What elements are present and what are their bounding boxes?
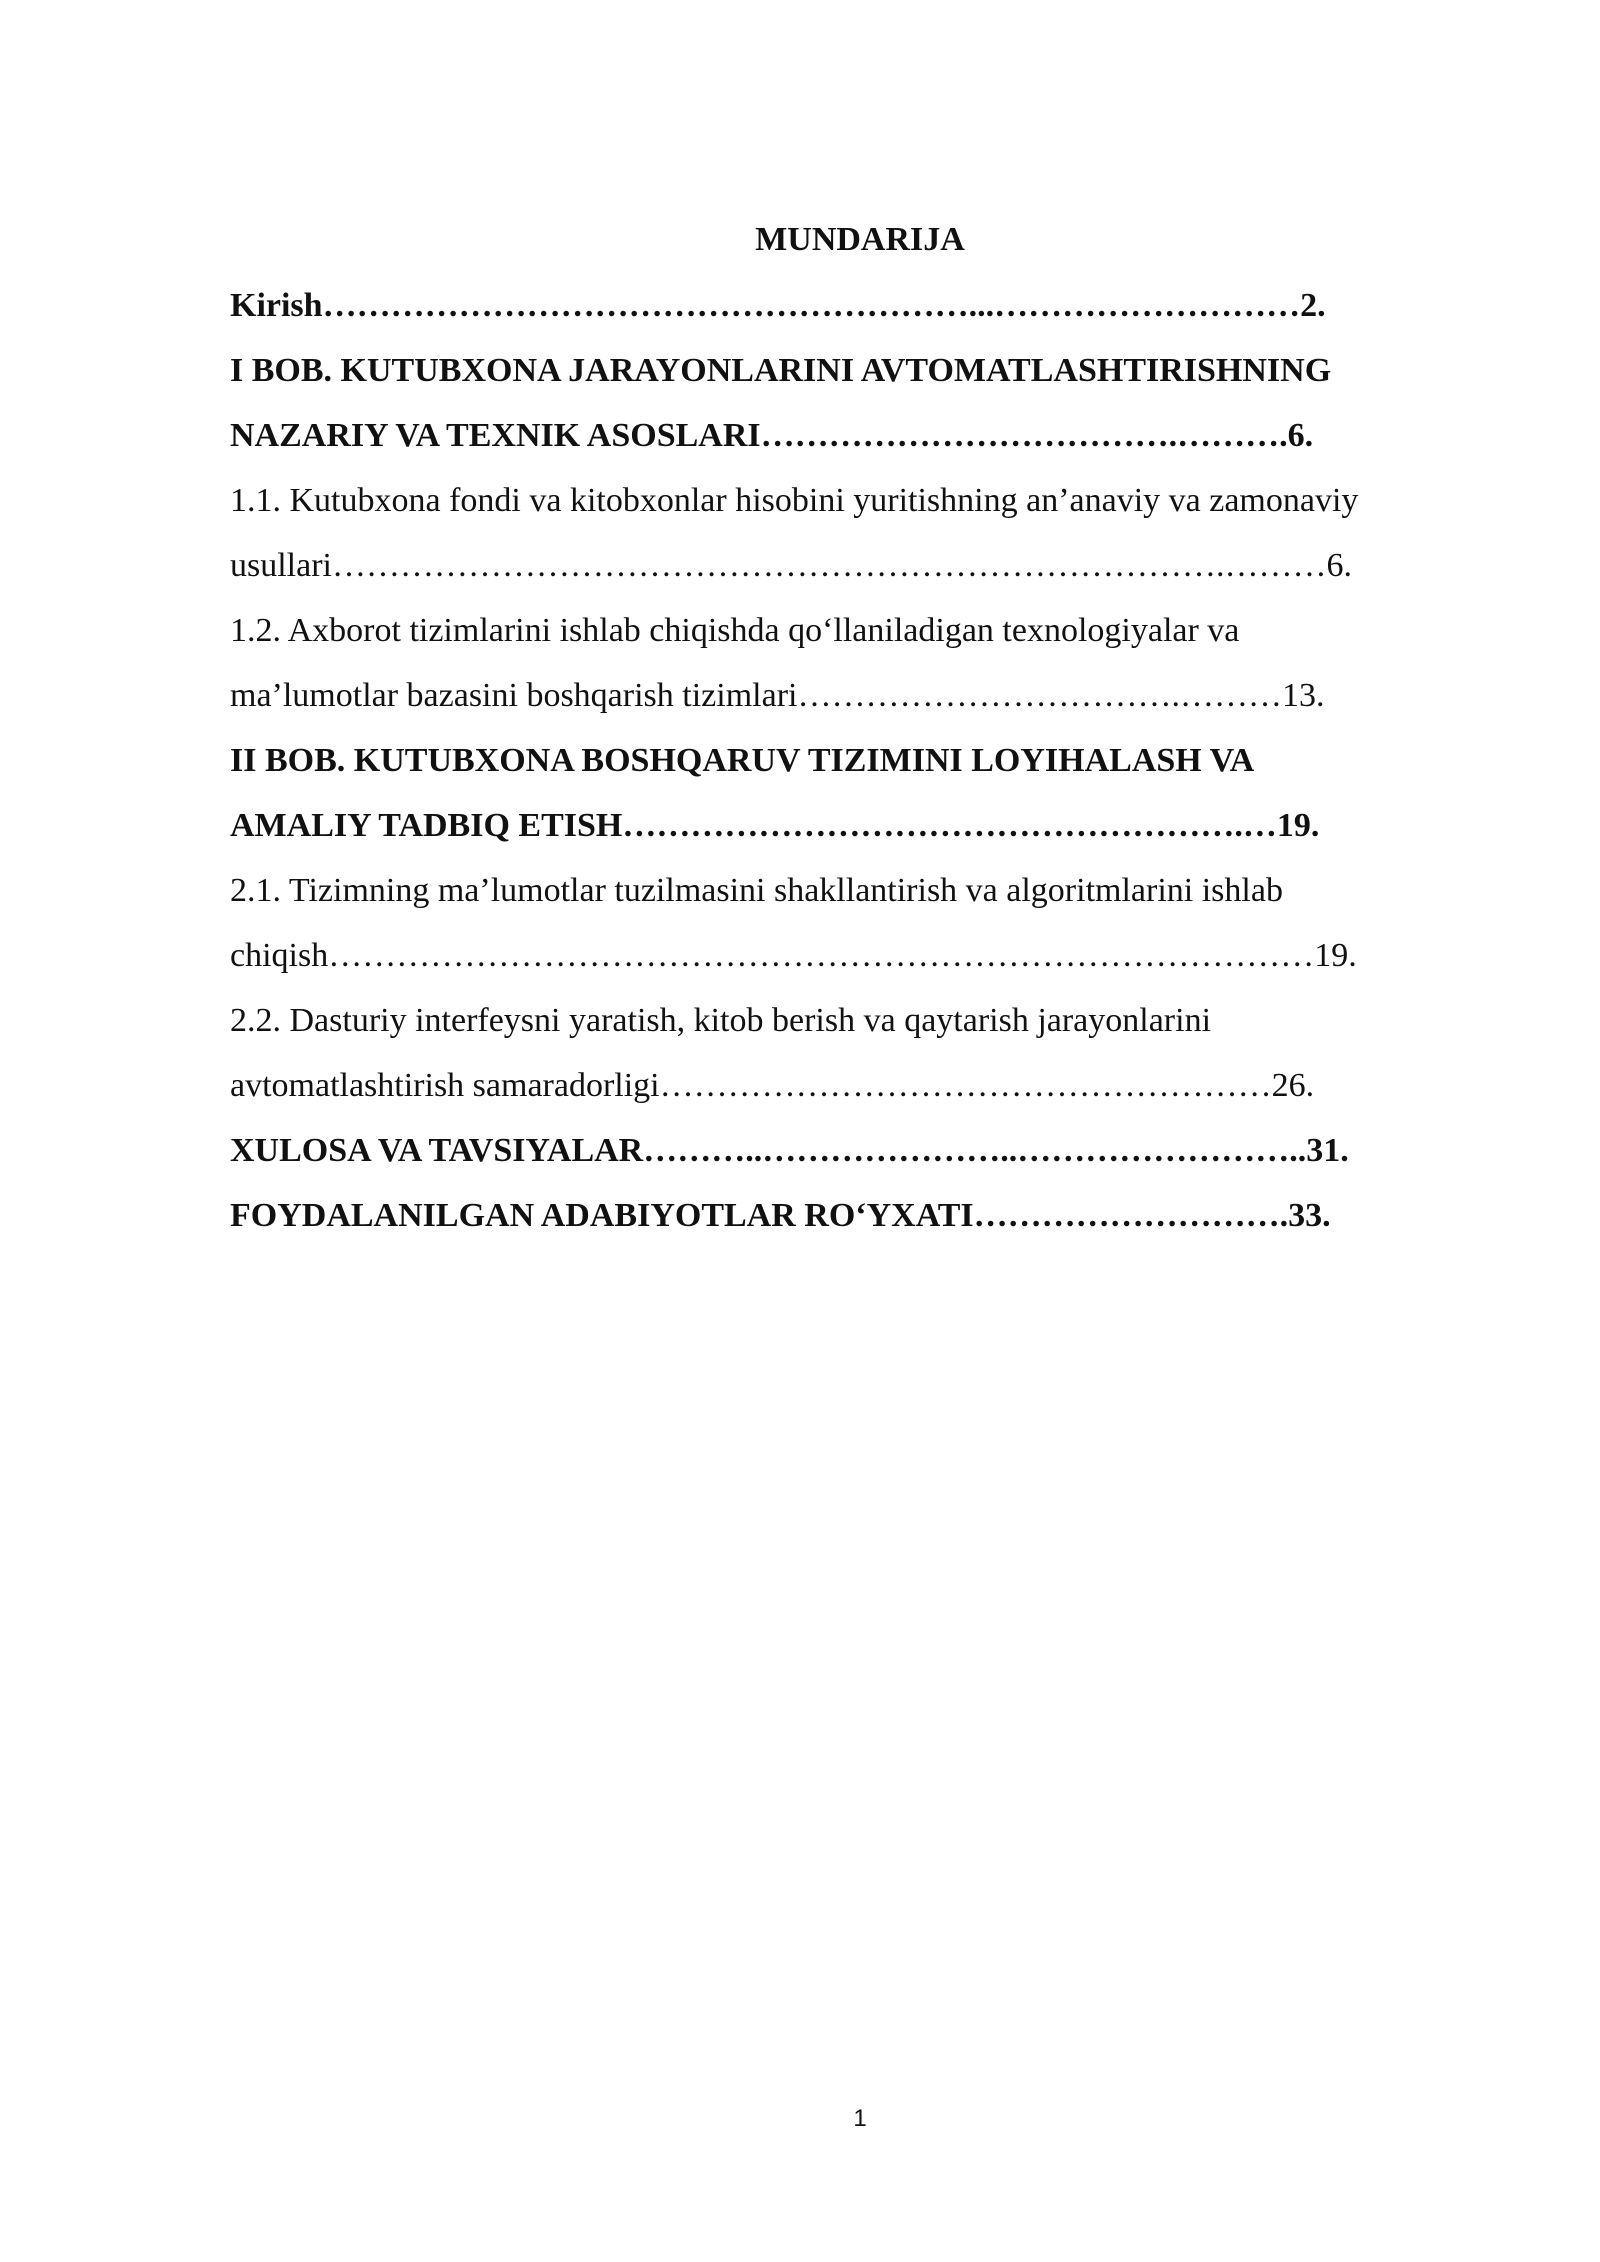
toc-line: I BOB. KUTUBXONA JARAYONLARINI AVTOMATLASHTIRISHNING	[230, 352, 1332, 389]
toc-line: FOYDALANILGAN ADABIYOTLAR RO‘YXATI……………………….33.	[230, 1197, 1331, 1234]
page-number: 1	[853, 2105, 867, 2132]
toc-line: AMALIY TADBIQ ETISH……………………………………………….…19.	[230, 807, 1320, 844]
toc-line: 1.1. Kutubxona fondi va kitobxonlar hisobini yuritishning an’anaviy va zamonaviy	[230, 482, 1359, 519]
toc-line: 2.1. Tizimning ma’lumotlar tuzilmasini shakllantirish va algoritmlarini ishlab	[230, 872, 1283, 909]
toc-line: ma’lumotlar bazasini boshqarish tizimlari…………………………….………13.	[230, 677, 1325, 714]
table-of-contents	[230, 284, 1475, 1259]
toc-line: 1.2. Axborot tizimlarini ishlab chiqishda qo‘llaniladigan texnologiyalar va	[230, 612, 1240, 649]
toc-line: Kirish…………………………………………………...………………………2.	[230, 287, 1326, 324]
toc-line: usullari…………………………………………………………………….………6.	[230, 547, 1352, 584]
toc-line: NAZARIY VA TEXNIK ASOSLARI……………………………….……….6.	[230, 417, 1314, 454]
toc-line: II BOB. KUTUBXONA BOSHQARUV TIZIMINI LOYIHALASH VA	[230, 742, 1255, 779]
toc-line: avtomatlashtirish samaradorligi………………………………………………26.	[230, 1067, 1315, 1104]
page-title: MUNDARIJA	[755, 221, 965, 258]
toc-line: XULOSA VA TAVSIYALAR………..…………………..……………………..31.	[230, 1132, 1349, 1169]
toc-line: chiqish……………………………………………………………………………19.	[230, 937, 1357, 974]
toc-line: 2.2. Dasturiy interfeysni yaratish, kitob berish va qaytarish jarayonlarini	[230, 1002, 1212, 1039]
